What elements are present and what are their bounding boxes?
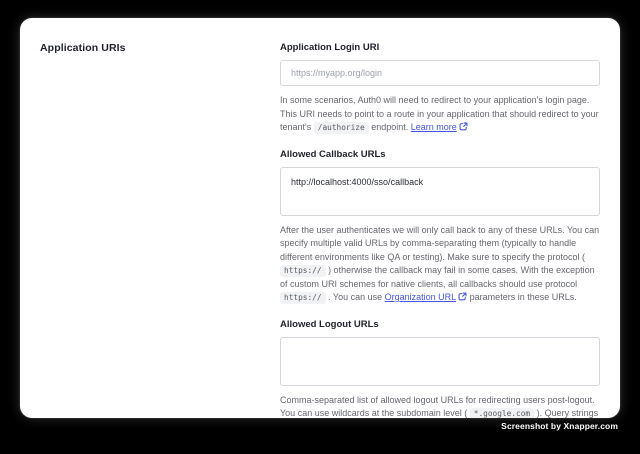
callback-urls-help bbox=[280, 224, 602, 306]
login-uri-help-text-1: In some scenarios, Auth0 will need to redirect to your application's login page. This URI needs to point to a route in your application that should redirect to your tenant's bbox=[280, 95, 599, 132]
wildcard-subdomain-chip: *.google.com bbox=[470, 408, 534, 418]
authorize-endpoint-chip: /authorize bbox=[314, 122, 369, 134]
callback-help-text-2: ) otherwise the callback may fail in some cases. With the exception of custom URI schemes for native clients, all callbacks should use protocol bbox=[280, 265, 595, 289]
login-uri-help-text-2: endpoint. bbox=[368, 122, 411, 132]
logout-urls-help bbox=[280, 394, 602, 419]
callback-help-text-4: parameters in these URLs. bbox=[467, 292, 577, 302]
section-heading-column bbox=[20, 18, 280, 418]
login-uri-input[interactable] bbox=[280, 60, 600, 86]
learn-more-link[interactable] bbox=[411, 122, 468, 132]
fields-column bbox=[280, 18, 600, 418]
logout-urls-section bbox=[280, 319, 600, 419]
login-uri-label: Application Login URI bbox=[280, 42, 380, 53]
external-link-icon bbox=[459, 122, 468, 136]
section-title: Application URIs bbox=[40, 42, 126, 54]
organization-url-link[interactable] bbox=[385, 292, 468, 302]
callback-urls-section bbox=[280, 149, 600, 306]
login-uri-section bbox=[280, 42, 600, 136]
https-protocol-chip-1: https:// bbox=[280, 265, 326, 277]
callback-urls-label: Allowed Callback URLs bbox=[280, 148, 386, 160]
organization-url-link-label: Organization URL bbox=[384, 292, 457, 302]
application-uris-panel bbox=[20, 18, 620, 418]
learn-more-link-label: Learn more bbox=[410, 122, 457, 132]
callback-help-text-3: . You can use bbox=[325, 292, 385, 302]
external-link-icon bbox=[458, 292, 467, 306]
callback-help-text-1: After the user authenticates we will only call back to any of these URLs. You can specify multiple valid URLs by comma-separating them (typically to handle different environments like QA or testing). Make sure to specify the protocol ( bbox=[280, 224, 600, 262]
logout-help-text-2: ). Query strings bbox=[534, 408, 599, 418]
logout-urls-textarea[interactable] bbox=[280, 337, 600, 386]
logout-help-text-1: Comma-separated list of allowed logout URLs for redirecting users post-logout. You can use wildcards at the subdomain level ( bbox=[280, 394, 595, 418]
xnapper-watermark: Screenshot by Xnapper.com bbox=[501, 421, 618, 431]
https-protocol-chip-2: https:// bbox=[280, 292, 326, 304]
logout-urls-label: Allowed Logout URLs bbox=[280, 318, 379, 330]
callback-urls-textarea[interactable] bbox=[280, 167, 600, 216]
login-uri-help bbox=[280, 94, 602, 136]
